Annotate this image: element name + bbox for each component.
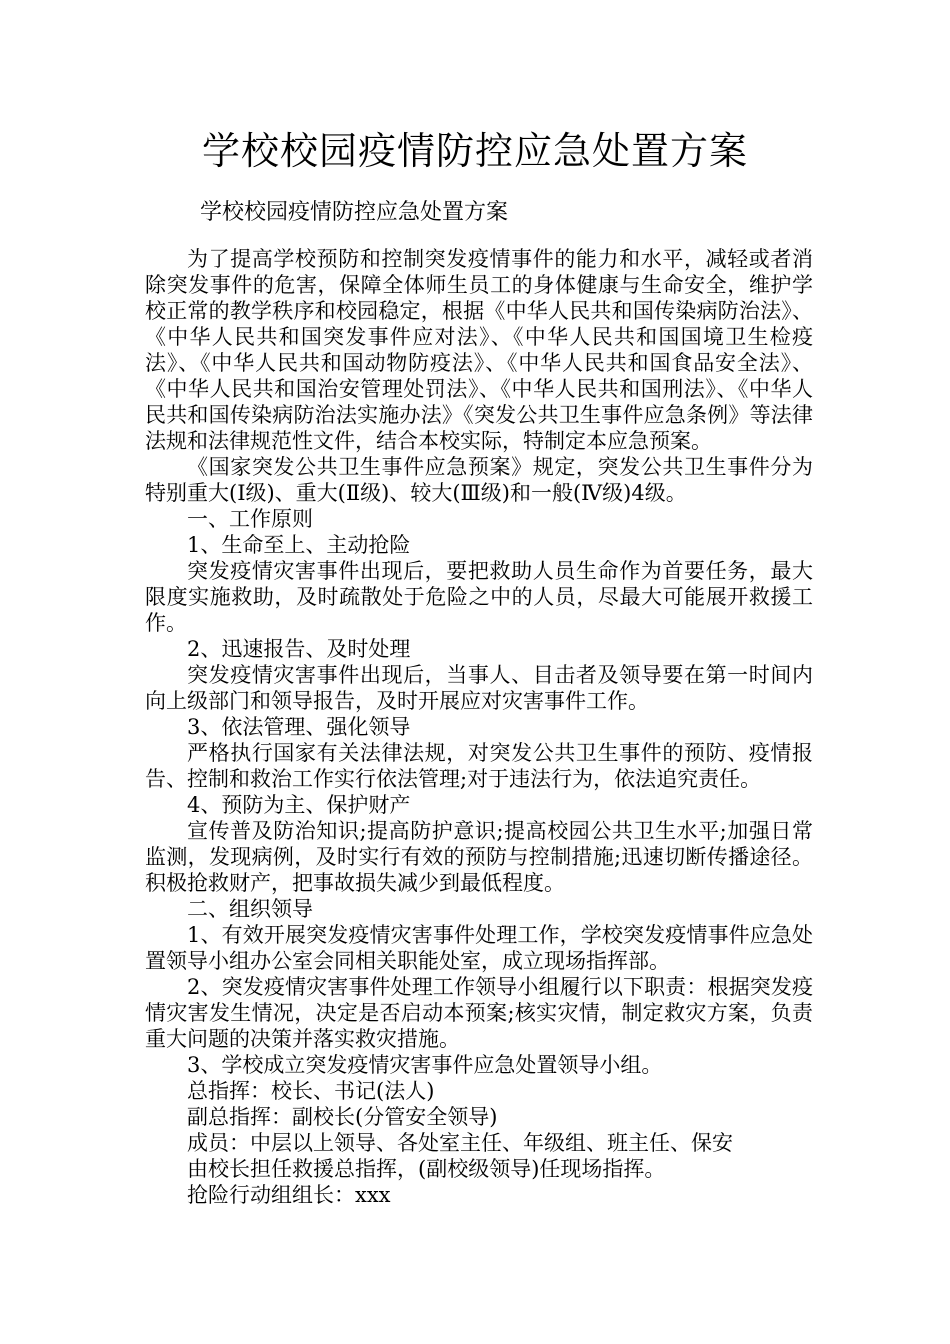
principle-1-text: 突发疫情灾害事件出现后，要把救助人员生命作为首要任务，最大限度实施救助，及时疏散处于危险之中的人员，尽最大可能展开救援工作。 xyxy=(145,559,813,635)
principle-2-heading: 2、迅速报告、及时处理 xyxy=(187,637,411,661)
document-title: 学校校园疫情防控应急处置方案 xyxy=(201,129,748,173)
organization-paragraph-3: 3、学校成立突发疫情灾害事件应急处置领导小组。 xyxy=(187,1053,663,1077)
classification-paragraph: 《国家突发公共卫生事件应急预案》规定，突发公共卫生事件分为特别重大(Ⅰ级)、重大(Ⅱ级)、较大(Ⅲ级)和一般(Ⅳ级)4级。 xyxy=(145,455,813,505)
deputy-commander-line: 副总指挥：副校长(分管安全领导) xyxy=(187,1105,498,1129)
document-body xyxy=(145,246,813,1208)
principle-3-text: 严格执行国家有关法律法规，对突发公共卫生事件的预防、疫情报告、控制和救治工作实行依法管理;对于违法行为，依法追究责任。 xyxy=(145,741,813,791)
principle-3-heading: 3、依法管理、强化领导 xyxy=(187,715,411,739)
principle-4-text: 宣传普及防治知识;提高防护意识;提高校园公共卫生水平;加强日常监测，发现病例，及时实行有效的预防与控制措施;迅速切断传播途径。积极抢救财产，把事故损失减少到最低程度。 xyxy=(145,819,813,895)
members-line: 成员：中层以上领导、各处室主任、年级组、班主任、保安 xyxy=(187,1131,733,1155)
principle-1-heading: 1、生命至上、主动抢险 xyxy=(187,533,411,557)
intro-paragraph: 为了提高学校预防和控制突发疫情事件的能力和水平，减轻或者消除突发事件的危害，保障全体师生员工的身体健康与生命安全，维护学校正常的教学秩序和校园稳定，根据《中华人民共和国传染病防治法》、《中华人民共和国突发事件应对法》、《中华人民共和国国境卫生检疫法》、《中华人民共和国动物防疫法》、《中华人民共和国食品安全法》、《中华人民共和国治安管理处罚法》、《中华人民共和国刑法》、《中华人民共和国传染病防治法实施办法》《突发公共卫生事件应急条例》等法律法规和法律规范性文件，结合本校实际，特制定本应急预案。 xyxy=(145,247,813,453)
principle-4-heading: 4、预防为主、保护财产 xyxy=(187,793,411,817)
section-heading-principles: 一、工作原则 xyxy=(187,507,313,531)
principle-2-text: 突发疫情灾害事件出现后，当事人、目击者及领导要在第一时间内向上级部门和领导报告，及时开展应对灾害事件工作。 xyxy=(145,663,813,713)
rescue-leader-line: 抢险行动组组长：xxx xyxy=(187,1183,391,1207)
organization-paragraph-1: 1、有效开展突发疫情灾害事件处理工作，学校突发疫情事件应急处置领导小组办公室会同相关职能处室，成立现场指挥部。 xyxy=(145,923,813,973)
principal-role-line: 由校长担任救援总指挥，(副校级领导)任现场指挥。 xyxy=(187,1157,666,1181)
section-heading-organization: 二、组织领导 xyxy=(187,897,313,921)
commander-line: 总指挥：校长、书记(法人) xyxy=(187,1079,435,1103)
document-subtitle: 学校校园疫情防控应急处置方案 xyxy=(200,200,509,225)
organization-paragraph-2: 2、突发疫情灾害事件处理工作领导小组履行以下职责：根据突发疫情灾害发生情况，决定是否启动本预案;核实灾情，制定救灾方案，负责重大问题的决策并落实救灾措施。 xyxy=(145,975,813,1051)
